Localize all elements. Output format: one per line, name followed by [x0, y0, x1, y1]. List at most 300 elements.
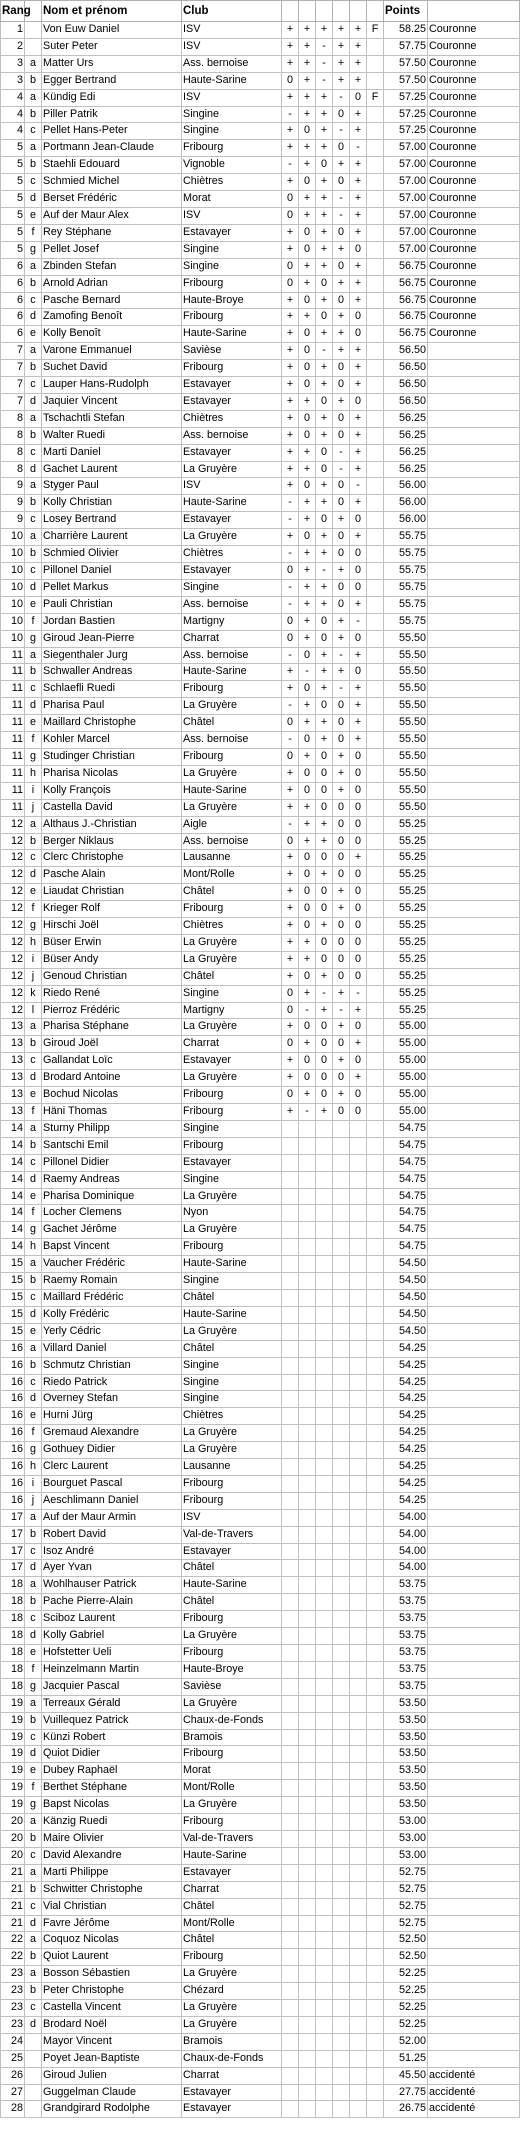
mark-cell [333, 1306, 350, 1323]
club-cell: Bramois [182, 1729, 282, 1746]
status-cell [428, 1188, 520, 1205]
mark-cell: + [282, 309, 299, 326]
rank-cell: 12 [1, 816, 25, 833]
club-cell: Charrat [182, 1881, 282, 1898]
mark-cell [282, 1475, 299, 1492]
mark-cell [299, 1611, 316, 1628]
mark-cell [299, 1171, 316, 1188]
mark-cell [367, 748, 384, 765]
name-cell: Sciboz Laurent [42, 1611, 182, 1628]
mark-cell [367, 968, 384, 985]
points-cell: 55.50 [384, 799, 428, 816]
mark-cell [367, 664, 384, 681]
club-cell: Fribourg [182, 275, 282, 292]
mark-cell [316, 1137, 333, 1154]
rank-cell: 19 [1, 1746, 25, 1763]
rank-letter-cell: a [25, 1814, 42, 1831]
table-row [1, 1374, 520, 1391]
mark-cell: + [299, 951, 316, 968]
points-cell: 54.75 [384, 1137, 428, 1154]
mark-cell [367, 630, 384, 647]
status-cell [428, 985, 520, 1002]
rank-letter-cell: c [25, 563, 42, 580]
mark-cell: 0 [350, 512, 367, 529]
rank-letter-cell: a [25, 410, 42, 427]
mark-cell: 0 [316, 512, 333, 529]
status-cell [428, 1645, 520, 1662]
name-cell: Clerc Christophe [42, 850, 182, 867]
rank-cell: 26 [1, 2067, 25, 2084]
points-cell: 54.00 [384, 1543, 428, 1560]
mark-cell [282, 1695, 299, 1712]
table-row [1, 1797, 520, 1814]
rank-cell: 10 [1, 546, 25, 563]
status-cell [428, 630, 520, 647]
mark-cell [367, 410, 384, 427]
status-cell [428, 1678, 520, 1695]
mark-cell: + [316, 681, 333, 698]
club-cell: ISV [182, 38, 282, 55]
points-cell: 54.75 [384, 1222, 428, 1239]
mark-cell: 0 [299, 901, 316, 918]
rank-letter-cell: c [25, 444, 42, 461]
mark-cell [367, 1847, 384, 1864]
mark-cell: 0 [333, 1104, 350, 1121]
mark-cell [299, 2033, 316, 2050]
table-row [1, 1036, 520, 1053]
mark-cell [316, 1814, 333, 1831]
rank-cell: 3 [1, 55, 25, 72]
table-row [1, 1323, 520, 1340]
club-cell: Haute-Sarine [182, 782, 282, 799]
rank-cell: 5 [1, 224, 25, 241]
rank-cell: 19 [1, 1780, 25, 1797]
mark-cell [350, 1983, 367, 2000]
mark-cell: 0 [299, 123, 316, 140]
rank-letter-cell: b [25, 664, 42, 681]
mark-cell [282, 1797, 299, 1814]
mark-cell [350, 1425, 367, 1442]
mark-cell: + [333, 241, 350, 258]
points-cell: 52.25 [384, 2000, 428, 2017]
name-cell: Riedo Patrick [42, 1374, 182, 1391]
club-cell: Lausanne [182, 850, 282, 867]
mark-cell [333, 1120, 350, 1137]
mark-cell [299, 1442, 316, 1459]
mark-cell [367, 1966, 384, 1983]
points-cell: 52.75 [384, 1864, 428, 1881]
rank-cell: 8 [1, 427, 25, 444]
status-cell [428, 1205, 520, 1222]
rank-letter-cell: i [25, 782, 42, 799]
mark-cell [350, 1932, 367, 1949]
mark-cell [367, 1036, 384, 1053]
name-cell: Pellet Hans-Peter [42, 123, 182, 140]
club-cell: Fribourg [182, 309, 282, 326]
club-cell: Haute-Sarine [182, 664, 282, 681]
status-cell [428, 377, 520, 394]
mark-cell: + [316, 140, 333, 157]
mark-cell: 0 [350, 89, 367, 106]
table-row [1, 461, 520, 478]
club-cell: Chiètres [182, 410, 282, 427]
rank-letter-cell: h [25, 1239, 42, 1256]
mark-cell: 0 [316, 157, 333, 174]
name-cell: Vial Christian [42, 1898, 182, 1915]
mark-cell [367, 1273, 384, 1290]
club-cell: Singine [182, 1391, 282, 1408]
club-cell: La Gruyère [182, 934, 282, 951]
table-row [1, 1915, 520, 1932]
rank-cell: 14 [1, 1239, 25, 1256]
mark-cell: 0 [333, 292, 350, 309]
mark-cell [299, 1306, 316, 1323]
mark-cell [350, 1509, 367, 1526]
mark-cell [333, 1712, 350, 1729]
mark-cell: + [316, 495, 333, 512]
mark-cell [299, 1864, 316, 1881]
status-cell [428, 393, 520, 410]
mark-cell [333, 1171, 350, 1188]
mark-cell [350, 2016, 367, 2033]
rank-cell: 13 [1, 1087, 25, 1104]
rank-cell: 13 [1, 1104, 25, 1121]
points-cell: 56.75 [384, 309, 428, 326]
rank-letter-cell: d [25, 1171, 42, 1188]
mark-cell: 0 [350, 901, 367, 918]
mark-cell: + [299, 596, 316, 613]
name-cell: Clerc Laurent [42, 1459, 182, 1476]
mark-cell: 0 [333, 1070, 350, 1087]
mark-cell [333, 1442, 350, 1459]
mark-cell: + [316, 816, 333, 833]
mark-cell [316, 2084, 333, 2101]
mark-cell: + [350, 495, 367, 512]
rank-letter-cell: c [25, 512, 42, 529]
mark-cell: + [333, 613, 350, 630]
mark-cell: + [333, 157, 350, 174]
status-cell [428, 1002, 520, 1019]
mark-cell [367, 1780, 384, 1797]
points-cell: 26.75 [384, 2101, 428, 2118]
mark-cell [367, 72, 384, 89]
mark-cell [367, 1543, 384, 1560]
mark-cell [333, 2050, 350, 2067]
status-cell [428, 1070, 520, 1087]
mark-cell: 0 [350, 546, 367, 563]
name-cell: Arnold Adrian [42, 275, 182, 292]
mark-cell: + [282, 393, 299, 410]
name-cell: Marti Philippe [42, 1864, 182, 1881]
mark-cell: + [333, 55, 350, 72]
mark-cell [333, 1983, 350, 2000]
mark-cell [282, 2050, 299, 2067]
mark-cell [299, 1492, 316, 1509]
mark-cell [282, 1171, 299, 1188]
status-cell [428, 1137, 520, 1154]
table-row [1, 512, 520, 529]
mark-cell [367, 1374, 384, 1391]
mark-cell: 0 [316, 630, 333, 647]
mark-cell: - [333, 123, 350, 140]
mark-cell: - [299, 664, 316, 681]
mark-cell [282, 1577, 299, 1594]
mark-cell [367, 732, 384, 749]
status-cell [428, 1830, 520, 1847]
club-cell: La Gruyère [182, 461, 282, 478]
mark-cell: + [282, 901, 299, 918]
mark-cell [299, 1205, 316, 1222]
status-cell [428, 613, 520, 630]
rank-letter-cell: a [25, 1120, 42, 1137]
rank-letter-cell [25, 2101, 42, 2118]
mark-cell: + [333, 72, 350, 89]
mark-cell [299, 1256, 316, 1273]
status-cell [428, 1763, 520, 1780]
mark-cell [367, 241, 384, 258]
mark-cell [316, 2101, 333, 2118]
table-row [1, 1526, 520, 1543]
mark-cell [350, 1864, 367, 1881]
rank-cell: 18 [1, 1611, 25, 1628]
points-cell: 54.00 [384, 1560, 428, 1577]
mark-cell: 0 [350, 563, 367, 580]
mark-cell [282, 2016, 299, 2033]
club-cell: La Gruyère [182, 1442, 282, 1459]
header-points: Points [384, 1, 428, 22]
club-cell: Singine [182, 1171, 282, 1188]
mark-cell [350, 1645, 367, 1662]
mark-cell [367, 1104, 384, 1121]
club-cell: Fribourg [182, 681, 282, 698]
table-row [1, 2033, 520, 2050]
rank-letter-cell: g [25, 1797, 42, 1814]
mark-cell: + [316, 292, 333, 309]
name-cell: David Alexandre [42, 1847, 182, 1864]
club-cell: Aigle [182, 816, 282, 833]
rank-cell: 3 [1, 72, 25, 89]
mark-cell [299, 1340, 316, 1357]
mark-cell: + [333, 563, 350, 580]
mark-cell: 0 [333, 816, 350, 833]
mark-cell [333, 1847, 350, 1864]
mark-cell [350, 1712, 367, 1729]
mark-cell [333, 1915, 350, 1932]
table-row [1, 1661, 520, 1678]
status-cell [428, 1628, 520, 1645]
status-cell [428, 951, 520, 968]
rank-cell: 14 [1, 1188, 25, 1205]
mark-cell [316, 1780, 333, 1797]
points-cell: 55.50 [384, 664, 428, 681]
mark-cell [350, 1273, 367, 1290]
mark-cell: - [316, 985, 333, 1002]
mark-cell: + [350, 157, 367, 174]
name-cell: Genoud Christian [42, 968, 182, 985]
mark-cell [350, 1966, 367, 1983]
mark-cell [282, 1391, 299, 1408]
name-cell: Pillonel Didier [42, 1154, 182, 1171]
mark-cell: + [299, 579, 316, 596]
rank-cell: 10 [1, 563, 25, 580]
points-cell: 55.50 [384, 698, 428, 715]
mark-cell: + [350, 38, 367, 55]
mark-cell [299, 1577, 316, 1594]
mark-cell [299, 1323, 316, 1340]
mark-cell: - [333, 1002, 350, 1019]
name-cell: Sturny Philipp [42, 1120, 182, 1137]
rank-cell: 25 [1, 2050, 25, 2067]
mark-cell [282, 1137, 299, 1154]
status-cell [428, 1459, 520, 1476]
club-cell: Châtel [182, 715, 282, 732]
mark-cell: + [299, 698, 316, 715]
table-row [1, 630, 520, 647]
name-cell: Styger Paul [42, 478, 182, 495]
points-cell: 57.00 [384, 191, 428, 208]
status-cell: Couronne [428, 275, 520, 292]
mark-cell [333, 1881, 350, 1898]
mark-cell [282, 1915, 299, 1932]
rank-cell: 17 [1, 1526, 25, 1543]
mark-cell [316, 1966, 333, 1983]
mark-cell: + [316, 732, 333, 749]
mark-cell: + [333, 664, 350, 681]
mark-cell [333, 1746, 350, 1763]
mark-cell [333, 2084, 350, 2101]
club-cell: Haute-Sarine [182, 1577, 282, 1594]
mark-cell [316, 1678, 333, 1695]
rank-cell: 8 [1, 410, 25, 427]
mark-cell: 0 [350, 393, 367, 410]
mark-cell [316, 1695, 333, 1712]
name-cell: Berthet Stéphane [42, 1780, 182, 1797]
club-cell: Ass. bernoise [182, 55, 282, 72]
club-cell: La Gruyère [182, 1966, 282, 1983]
rank-letter-cell: c [25, 1374, 42, 1391]
points-cell: 52.25 [384, 1983, 428, 2000]
mark-cell: 0 [299, 1070, 316, 1087]
rank-letter-cell: b [25, 360, 42, 377]
points-cell: 57.00 [384, 157, 428, 174]
name-cell: Walter Ruedi [42, 427, 182, 444]
mark-cell [316, 1340, 333, 1357]
status-cell: Couronne [428, 224, 520, 241]
name-cell: Althaus J.-Christian [42, 816, 182, 833]
mark-cell: 0 [299, 782, 316, 799]
table-row [1, 1746, 520, 1763]
mark-cell: 0 [333, 579, 350, 596]
rank-letter-cell: d [25, 1746, 42, 1763]
mark-cell [299, 1678, 316, 1695]
points-cell: 56.00 [384, 478, 428, 495]
rank-letter-cell: b [25, 427, 42, 444]
mark-cell [316, 1509, 333, 1526]
mark-cell: + [316, 579, 333, 596]
points-cell: 55.50 [384, 765, 428, 782]
table-row [1, 1137, 520, 1154]
table-row [1, 1459, 520, 1476]
mark-cell [299, 1560, 316, 1577]
points-cell: 56.00 [384, 512, 428, 529]
mark-cell: F [367, 22, 384, 39]
mark-cell: + [282, 326, 299, 343]
rank-cell: 6 [1, 292, 25, 309]
rank-letter-cell: d [25, 1306, 42, 1323]
mark-cell [316, 1797, 333, 1814]
status-cell [428, 1239, 520, 1256]
rank-cell: 18 [1, 1645, 25, 1662]
status-cell [428, 918, 520, 935]
mark-cell [282, 1154, 299, 1171]
table-row [1, 748, 520, 765]
mark-cell [333, 1323, 350, 1340]
points-cell: 54.75 [384, 1171, 428, 1188]
mark-cell [367, 326, 384, 343]
rank-cell: 7 [1, 360, 25, 377]
name-cell: Kolly Frédéric [42, 1306, 182, 1323]
mark-cell: 0 [333, 799, 350, 816]
status-cell [428, 1019, 520, 1036]
name-cell: Pillonel Daniel [42, 563, 182, 580]
table-row [1, 833, 520, 850]
table-row [1, 1070, 520, 1087]
mark-cell: + [333, 393, 350, 410]
mark-cell: + [316, 377, 333, 394]
rank-letter-cell: b [25, 1983, 42, 2000]
mark-cell [367, 2067, 384, 2084]
name-cell: Gothuey Didier [42, 1442, 182, 1459]
rank-letter-cell: d [25, 2016, 42, 2033]
rank-letter-cell: c [25, 1543, 42, 1560]
rank-cell: 11 [1, 765, 25, 782]
table-row [1, 410, 520, 427]
mark-cell [316, 1222, 333, 1239]
mark-cell [333, 1645, 350, 1662]
club-cell: Fribourg [182, 1137, 282, 1154]
status-cell: accidenté [428, 2101, 520, 2118]
mark-cell [333, 2000, 350, 2017]
points-cell: 55.25 [384, 985, 428, 1002]
mark-cell [367, 1932, 384, 1949]
mark-cell [282, 1340, 299, 1357]
name-cell: Brodard Noël [42, 2016, 182, 2033]
mark-cell [350, 1475, 367, 1492]
mark-cell [367, 1864, 384, 1881]
status-cell [428, 1780, 520, 1797]
mark-cell: + [282, 884, 299, 901]
rank-letter-cell: b [25, 1273, 42, 1290]
points-cell: 56.75 [384, 326, 428, 343]
mark-cell: 0 [333, 918, 350, 935]
club-cell: Singine [182, 258, 282, 275]
mark-cell [282, 1256, 299, 1273]
name-cell: Raemy Andreas [42, 1171, 182, 1188]
mark-cell [282, 1425, 299, 1442]
club-cell: Fribourg [182, 1087, 282, 1104]
mark-cell [299, 2000, 316, 2017]
mark-cell: 0 [316, 1019, 333, 1036]
mark-cell [282, 1560, 299, 1577]
mark-cell [316, 1594, 333, 1611]
points-cell: 54.50 [384, 1273, 428, 1290]
table-row [1, 1695, 520, 1712]
mark-cell: 0 [282, 563, 299, 580]
rank-cell: 18 [1, 1678, 25, 1695]
club-cell: Morat [182, 1763, 282, 1780]
mark-cell [367, 478, 384, 495]
mark-cell [367, 2101, 384, 2118]
